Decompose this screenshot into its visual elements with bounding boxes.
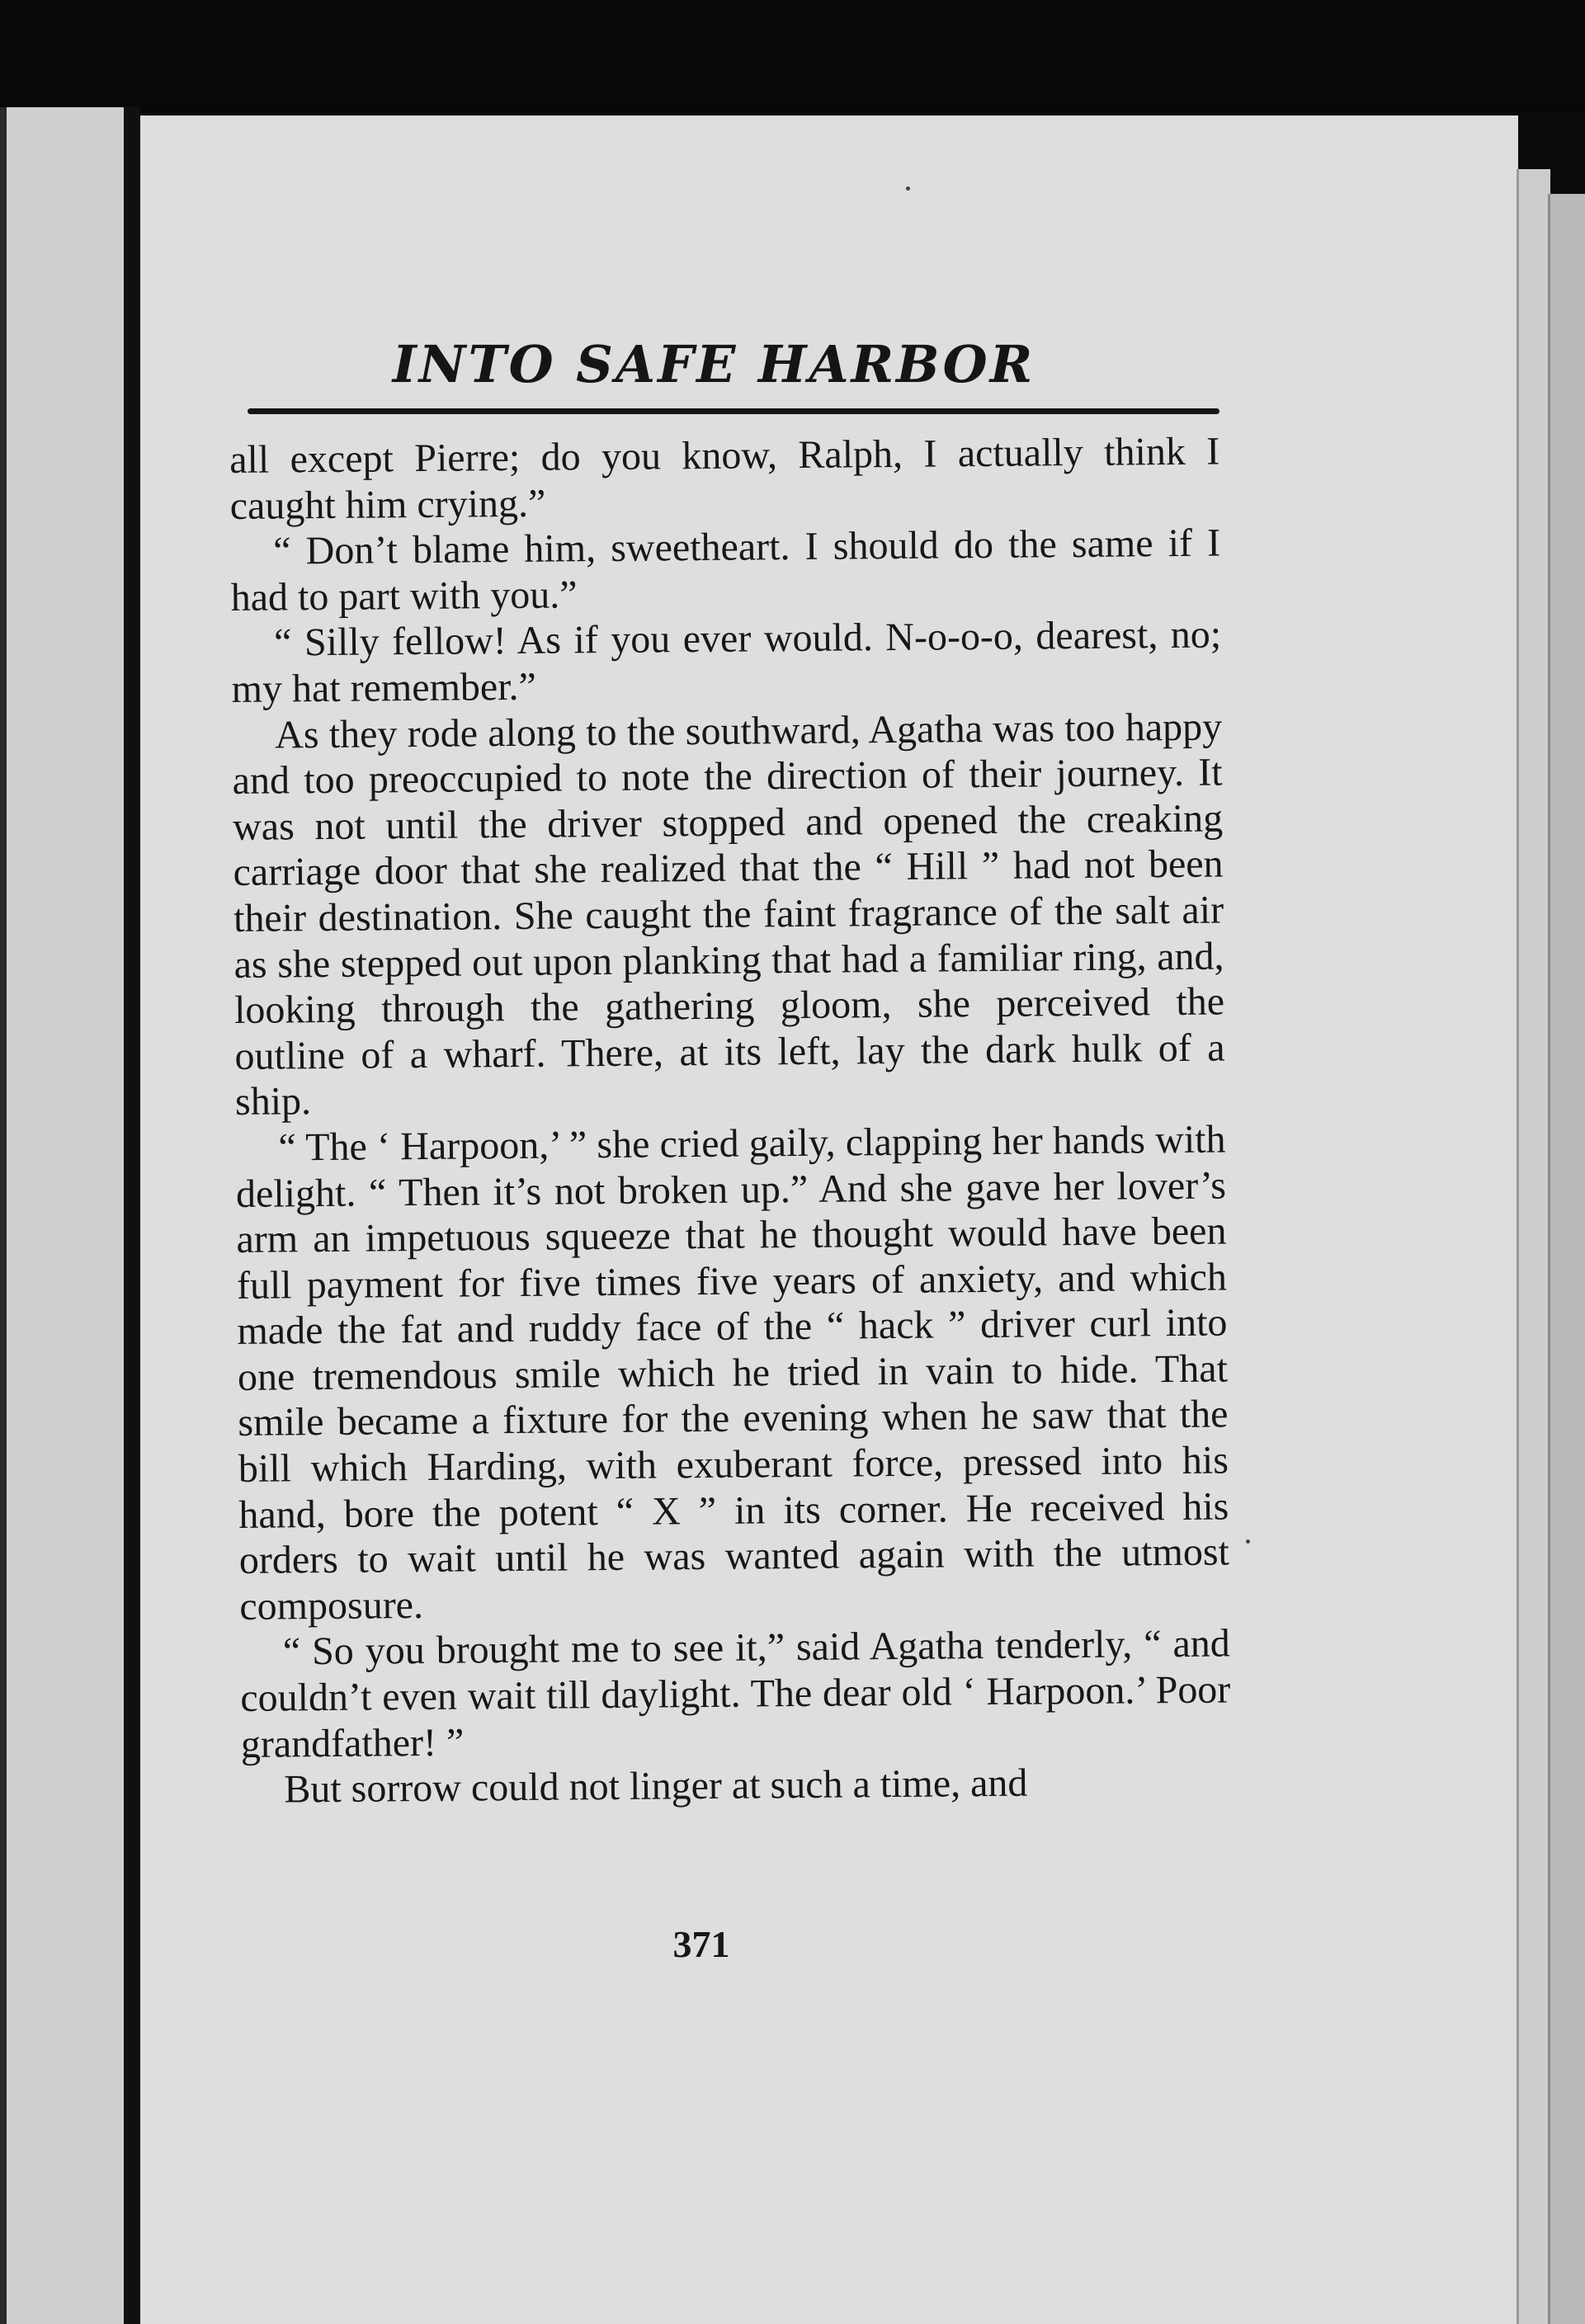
scan-speck bbox=[906, 186, 910, 191]
paragraph: all except Pierre; do you know, Ralph, I actually think I caught him crying.” bbox=[229, 429, 1220, 528]
header-rule bbox=[248, 408, 1219, 414]
running-head: INTO SAFE HARBOR bbox=[392, 334, 1035, 394]
paragraph: “ The ‘ Harpoon,’ ” she cried gaily, clapping her hands with delight. “ Then it’s not broken up.” And she gave her lover’s arm an impetuous squeeze that he thought would have been full payment for five times five years of anxiety, and which made the fat and ruddy face of the “ hack ” driver curl into one tremendous smile which he tried in vain to hide. That smile became a fixture for the evening when he saw that the bill which Harding, with exuberant force, pressed into his hand, bore the potent “ X ” in its corner. He received his orders to wait until he was wanted again with the utmost composure. bbox=[235, 1117, 1230, 1629]
paragraph: “ Don’t blame him, sweetheart. I should do the same if I had to part with you.” bbox=[230, 521, 1221, 620]
paragraph: “ Silly fellow! As if you ever would. N-o-o-o, dearest, no; my hat remember.” bbox=[231, 612, 1222, 711]
paragraph: But sorrow could not linger at such a time, and bbox=[284, 1761, 1028, 1812]
paragraph: As they rode along to the southward, Agatha was too happy and too preoccupied to note the direction of their journey. It was not until the driver stopped and opened the creaking carriage door that she realized that the “ Hill ” had not been their destination. She caught the faint fragrance of the salt air as she stepped out upon planking that had a familiar ring, and, looking through the gathering gloom, she perceived the outline of a wharf. There, at its left, lay the dark hulk of a ship. bbox=[232, 705, 1225, 1124]
page-number: 371 bbox=[672, 1923, 730, 1965]
body-text bbox=[229, 429, 1232, 1813]
book-gutter bbox=[124, 107, 140, 2324]
paragraph: “ So you brought me to see it,” said Agatha tenderly, “ and couldn’t even wait till daylight. The dear old ‘ Harpoon.’ Poor grandfather! ” bbox=[240, 1621, 1231, 1766]
facing-page-shadow bbox=[0, 107, 7, 2324]
scan-top-border bbox=[0, 0, 1585, 111]
facing-page-edge bbox=[0, 107, 124, 2324]
page-stack-edge-outer bbox=[1548, 194, 1585, 2324]
scan-speck bbox=[1246, 1539, 1250, 1544]
page-stack-edge bbox=[1517, 169, 1550, 2324]
